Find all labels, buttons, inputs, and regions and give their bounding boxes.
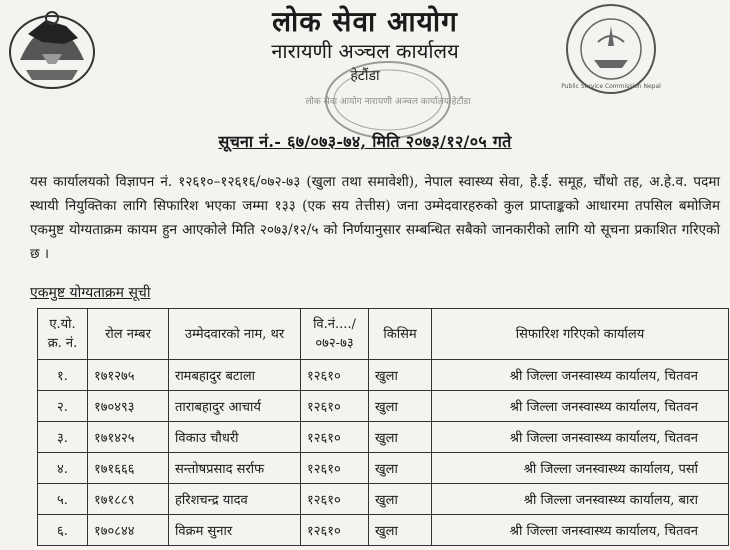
notice-body: यस कार्यालयको विज्ञापन नं. १२६१०–१२६१६/०७२-७३ (खुला तथा समावेशी), नेपाल स्वास्थ्य सेवा, हे.ई. समूह, चौंथो तह, अ.हे.व. पदमा स्थायी नियुक्तिका लागि सिफारिश भएका जम्मा १३३ (एक सय तेत्तीस) जना उम्मेदवारहरुको कुल प्राप्ताङ्कको आधारमा तपसिल बमोजिम एकमुष्ट योग्यताक्रम कायम हुन आएकोले मिति २०७३/१२/५ को निर्णयानुसार सम्बन्धित सबैको जानकारीको लागि यो सूचना प्रकाशित गरिएको छ । (30, 174, 720, 262)
office-location: हेटौंडा (350, 68, 380, 84)
header-office: सिफारिश गरिएको कार्यालय (432, 309, 729, 360)
serial-cell: ४. (38, 453, 88, 484)
type-cell: खुला (369, 453, 432, 484)
table-row (38, 515, 729, 546)
header-type: किसिम (369, 309, 432, 360)
organization-title: लोक सेवा आयोग (272, 5, 458, 38)
serial-cell: ६. (38, 515, 88, 546)
office-cell: श्री जिल्ला जनस्वास्थ्य कार्यालय, चितवन (432, 422, 729, 453)
table-row (38, 484, 729, 515)
type-cell: खुला (369, 391, 432, 422)
merit-list-table (37, 308, 729, 546)
type-cell: खुला (369, 360, 432, 391)
office-cell: श्री जिल्ला जनस्वास्थ्य कार्यालय, पर्सा (432, 453, 729, 484)
serial-cell: २. (38, 391, 88, 422)
roll-cell: १७०८४४ (88, 515, 169, 546)
table-row (38, 391, 729, 422)
office-cell: श्री जिल्ला जनस्वास्थ्य कार्यालय, चितवन (432, 391, 729, 422)
office-cell: श्री जिल्ला जनस्वास्थ्य कार्यालय, बारा (432, 484, 729, 515)
header-advert: वि.नं..../ ०७२-७३ (301, 309, 369, 360)
name-cell: विकाउ चौधरी (169, 422, 301, 453)
type-cell: खुला (369, 515, 432, 546)
roll-cell: १७१६६६ (88, 453, 169, 484)
table-header-row (38, 309, 729, 360)
office-subtitle: नारायणी अञ्चल कार्यालय (271, 39, 459, 63)
seal-text: Public Service Commission Nepal (561, 83, 661, 90)
roll-cell: १७१४२५ (88, 422, 169, 453)
stamp-text: लोक सेवा आयोग नारायणी अञ्चल कार्यालय हेटौंडा (305, 97, 471, 107)
office-cell: श्री जिल्ला जनस्वास्थ्य कार्यालय, चितवन (432, 360, 729, 391)
office-cell: श्री जिल्ला जनस्वास्थ्य कार्यालय, चितवन (432, 515, 729, 546)
advert-cell: १२६१० (301, 422, 369, 453)
serial-cell: ३. (38, 422, 88, 453)
notice-number: सूचना नं.- ६७/०७३-७४, मिति २०७३/१२/०५ गते (218, 132, 512, 151)
roll-cell: १७०४९३ (88, 391, 169, 422)
roll-cell: १७१८८९ (88, 484, 169, 515)
table-row (38, 422, 729, 453)
header-serial: ए.यो. क्र. नं. (38, 309, 88, 360)
header-name: उम्मेदवारको नाम, थर (169, 309, 301, 360)
type-cell: खुला (369, 484, 432, 515)
name-cell: ताराबहादुर आचार्य (169, 391, 301, 422)
table-row (38, 360, 729, 391)
name-cell: विक्रम सुनार (169, 515, 301, 546)
roll-cell: १७१२७५ (88, 360, 169, 391)
advert-cell: १२६१० (301, 484, 369, 515)
serial-cell: १. (38, 360, 88, 391)
advert-cell: १२६१० (301, 515, 369, 546)
advert-cell: १२६१० (301, 360, 369, 391)
type-cell: खुला (369, 422, 432, 453)
table-row (38, 453, 729, 484)
name-cell: रामबहादुर बटाला (169, 360, 301, 391)
advert-cell: १२६१० (301, 453, 369, 484)
advert-cell: १२६१० (301, 391, 369, 422)
name-cell: सन्तोषप्रसाद सर्राफ (169, 453, 301, 484)
header-roll: रोल नम्बर (88, 309, 169, 360)
section-title: एकमुष्ट योग्यताक्रम सूची (30, 285, 151, 301)
serial-cell: ५. (38, 484, 88, 515)
name-cell: हरिशचन्द्र यादव (169, 484, 301, 515)
